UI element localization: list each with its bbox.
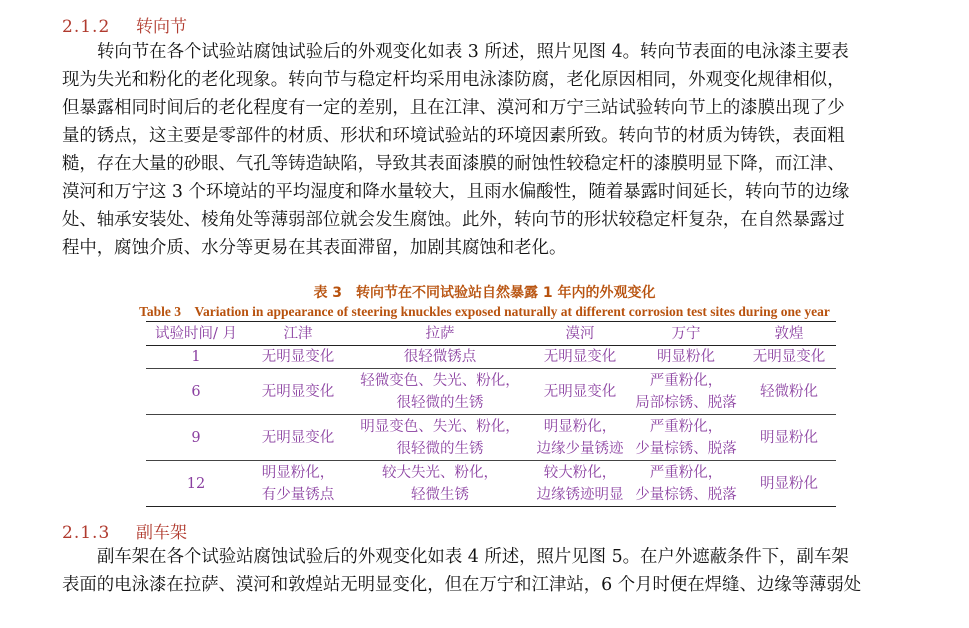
table-row xyxy=(146,415,836,461)
table-cell: 轻微粉化 xyxy=(760,383,818,400)
table-cell: 轻微变色、失光、粉化， 很轻微的生锈 xyxy=(360,372,520,411)
table-caption-en: Table 3 Variation in appearance of steering knuckles exposed naturally at different corrosion test sites during one year xyxy=(139,304,830,319)
table-caption-cn: 表 3 转向节在不同试验站自然暴露 1 年内的外观变化 xyxy=(313,285,656,301)
table-header-row xyxy=(146,322,836,346)
table-cell: 无明显变化 xyxy=(752,349,826,365)
cell-month: 12 xyxy=(186,475,206,492)
header-dunhuang: 敦煌 xyxy=(742,322,836,346)
cell-month: 1 xyxy=(191,349,201,365)
table-cell: 明显粉化 xyxy=(760,429,818,446)
table-cell: 无明显变化 xyxy=(543,349,617,365)
table-cell: 明显粉化 xyxy=(657,349,715,365)
section-heading-2-1-3 xyxy=(62,518,187,543)
paragraph-line: 但暴露相同时间后的老化程度有一定的差别，且在江津、漠河和万宁三站试验转向节上的漆膜出现了少 xyxy=(62,98,845,118)
header-lasa: 拉萨 xyxy=(350,322,530,346)
table-cell: 较大失光、粉化， 轻微生锈 xyxy=(382,464,498,503)
table-cell: 严重粉化， 局部棕锈、脱落 xyxy=(635,372,737,411)
paragraph-steering-knuckle xyxy=(62,38,920,262)
section-heading-2-1-2 xyxy=(62,12,187,37)
paragraph-line: 处、轴承安装处、棱角处等薄弱部位就会发生腐蚀。此外，转向节的形状较稳定杆复杂，在自然暴露过 xyxy=(62,210,845,230)
table-cell: 无明显变化 xyxy=(261,349,335,365)
paragraph-subframe xyxy=(62,543,920,599)
section-number: 2.1.2 xyxy=(62,17,111,37)
table-cell: 无明显变化 xyxy=(261,429,335,446)
table-cell: 严重粉化， 少量棕锈、脱落 xyxy=(635,464,737,503)
table-row xyxy=(146,346,836,369)
paragraph-line: 转向节在各个试验站腐蚀试验后的外观变化如表 3 所述，照片见图 4。转向节表面的电泳漆主要表 xyxy=(97,42,849,62)
table-cell: 明显粉化， 边缘少量锈迹 xyxy=(536,418,624,457)
section-title: 副车架 xyxy=(136,523,187,543)
paragraph-line: 漠河和万宁这 3 个环境站的平均湿度和降水量较大，且雨水偏酸性，随着暴露时间延长，转向节的边缘 xyxy=(62,182,850,202)
table-cell: 明显粉化， 有少量锈点 xyxy=(261,464,335,503)
table-cell: 明显粉化 xyxy=(760,475,818,492)
section-title: 转向节 xyxy=(136,17,187,37)
table-row xyxy=(146,369,836,415)
appearance-table xyxy=(146,321,836,507)
header-month: 试验时间/ 月 xyxy=(146,322,246,346)
header-wanning: 万宁 xyxy=(630,322,742,346)
cell-month: 9 xyxy=(191,429,201,446)
header-jiangjin: 江津 xyxy=(246,322,350,346)
paragraph-line: 副车架在各个试验站腐蚀试验后的外观变化如表 4 所述，照片见图 5。在户外遮蔽条件下，副车架 xyxy=(97,547,849,567)
table-cell: 明显变色、失光、粉化， 很轻微的生锈 xyxy=(360,418,520,457)
table-cell: 严重粉化， 少量棕锈、脱落 xyxy=(635,418,737,457)
paragraph-line: 现为失光和粉化的老化现象。转向节与稳定杆均采用电泳漆防腐，老化原因相同，外观变化规律相似， xyxy=(62,70,845,90)
table-cell: 很轻微锈点 xyxy=(403,349,477,365)
header-mohe: 漠河 xyxy=(530,322,630,346)
section-number: 2.1.3 xyxy=(62,523,111,543)
table-cell: 无明显变化 xyxy=(261,383,335,400)
paragraph-line: 糙，存在大量的砂眼、气孔等铸造缺陷，导致其表面漆膜的耐蚀性较稳定杆的漆膜明显下降，而江津、 xyxy=(62,154,845,174)
table-cell: 无明显变化 xyxy=(543,383,617,400)
paragraph-line: 量的锈点，这主要是零部件的材质、形状和环境试验站的环境因素所致。转向节的材质为铸铁，表面粗 xyxy=(62,126,845,146)
paragraph-line: 表面的电泳漆在拉萨、漠河和敦煌站无明显变化，但在万宁和江津站，6 个月时便在焊缝、边缘等薄弱处 xyxy=(62,575,862,595)
paragraph-line: 程中，腐蚀介质、水分等更易在其表面滞留，加剧其腐蚀和老化。 xyxy=(62,238,567,258)
table-cell: 较大粉化， 边缘锈迹明显 xyxy=(536,464,624,503)
table-row xyxy=(146,461,836,507)
cell-month: 6 xyxy=(191,383,201,400)
